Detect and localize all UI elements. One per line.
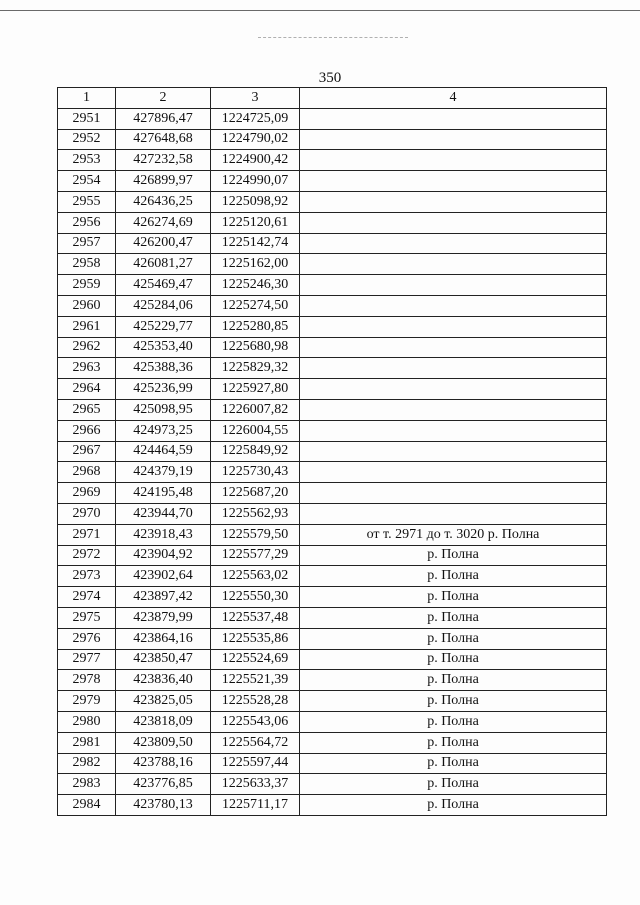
y-coordinate-cell: 1226004,55 <box>211 420 300 441</box>
point-number-cell: 2964 <box>58 379 116 400</box>
point-number-cell: 2955 <box>58 191 116 212</box>
y-coordinate-cell: 1225521,39 <box>211 670 300 691</box>
note-cell <box>300 275 607 296</box>
point-number-cell: 2962 <box>58 337 116 358</box>
table-row <box>58 441 607 462</box>
note-cell <box>300 462 607 483</box>
x-coordinate-cell: 426274,69 <box>116 212 211 233</box>
note-cell: р. Полна <box>300 587 607 608</box>
x-coordinate-cell: 423918,43 <box>116 524 211 545</box>
x-coordinate-cell: 426436,25 <box>116 191 211 212</box>
x-coordinate-cell: 425284,06 <box>116 295 211 316</box>
table-row <box>58 275 607 296</box>
table-row <box>58 649 607 670</box>
point-number-cell: 2956 <box>58 212 116 233</box>
note-cell: р. Полна <box>300 691 607 712</box>
point-number-cell: 2977 <box>58 649 116 670</box>
note-cell: р. Полна <box>300 566 607 587</box>
table-row <box>58 295 607 316</box>
point-number-cell: 2952 <box>58 129 116 150</box>
note-cell: р. Полна <box>300 649 607 670</box>
x-coordinate-cell: 424379,19 <box>116 462 211 483</box>
point-number-cell: 2967 <box>58 441 116 462</box>
x-coordinate-cell: 423944,70 <box>116 503 211 524</box>
x-coordinate-cell: 423864,16 <box>116 628 211 649</box>
point-number-cell: 2953 <box>58 150 116 171</box>
table-row <box>58 691 607 712</box>
table-row <box>58 462 607 483</box>
note-cell <box>300 171 607 192</box>
note-cell: р. Полна <box>300 607 607 628</box>
x-coordinate-cell: 424973,25 <box>116 420 211 441</box>
table-row <box>58 129 607 150</box>
y-coordinate-cell: 1225849,92 <box>211 441 300 462</box>
x-coordinate-cell: 423850,47 <box>116 649 211 670</box>
table-row <box>58 753 607 774</box>
table-row <box>58 732 607 753</box>
table-row <box>58 566 607 587</box>
x-coordinate-cell: 423897,42 <box>116 587 211 608</box>
y-coordinate-cell: 1224990,07 <box>211 171 300 192</box>
y-coordinate-cell: 1225597,44 <box>211 753 300 774</box>
table-row <box>58 524 607 545</box>
point-number-cell: 2975 <box>58 607 116 628</box>
y-coordinate-cell: 1225927,80 <box>211 379 300 400</box>
y-coordinate-cell: 1225687,20 <box>211 483 300 504</box>
note-cell <box>300 337 607 358</box>
note-cell: р. Полна <box>300 795 607 816</box>
x-coordinate-cell: 423818,09 <box>116 711 211 732</box>
point-number-cell: 2978 <box>58 670 116 691</box>
note-cell <box>300 129 607 150</box>
point-number-cell: 2968 <box>58 462 116 483</box>
x-coordinate-cell: 425353,40 <box>116 337 211 358</box>
y-coordinate-cell: 1225577,29 <box>211 545 300 566</box>
note-cell <box>300 254 607 275</box>
note-cell <box>300 420 607 441</box>
note-cell <box>300 399 607 420</box>
table-header-row <box>58 88 607 109</box>
table-row <box>58 150 607 171</box>
x-coordinate-cell: 425098,95 <box>116 399 211 420</box>
x-coordinate-cell: 427232,58 <box>116 150 211 171</box>
note-cell <box>300 358 607 379</box>
point-number-cell: 2960 <box>58 295 116 316</box>
y-coordinate-cell: 1224790,02 <box>211 129 300 150</box>
y-coordinate-cell: 1226007,82 <box>211 399 300 420</box>
note-cell: р. Полна <box>300 732 607 753</box>
x-coordinate-cell: 425236,99 <box>116 379 211 400</box>
point-number-cell: 2980 <box>58 711 116 732</box>
table-row <box>58 545 607 566</box>
table-row <box>58 379 607 400</box>
table-row <box>58 108 607 129</box>
note-cell: р. Полна <box>300 670 607 691</box>
y-coordinate-cell: 1225142,74 <box>211 233 300 254</box>
table-row <box>58 191 607 212</box>
column-header-2: 2 <box>116 88 211 109</box>
table-row <box>58 233 607 254</box>
y-coordinate-cell: 1225098,92 <box>211 191 300 212</box>
y-coordinate-cell: 1225274,50 <box>211 295 300 316</box>
note-cell <box>300 379 607 400</box>
x-coordinate-cell: 423780,13 <box>116 795 211 816</box>
x-coordinate-cell: 427648,68 <box>116 129 211 150</box>
y-coordinate-cell: 1225730,43 <box>211 462 300 483</box>
note-cell <box>300 441 607 462</box>
y-coordinate-cell: 1225550,30 <box>211 587 300 608</box>
note-cell: р. Полна <box>300 711 607 732</box>
table-row <box>58 420 607 441</box>
x-coordinate-cell: 423902,64 <box>116 566 211 587</box>
table-row <box>58 628 607 649</box>
column-header-1: 1 <box>58 88 116 109</box>
top-border-line <box>0 10 640 11</box>
point-number-cell: 2974 <box>58 587 116 608</box>
column-header-4: 4 <box>300 88 607 109</box>
point-number-cell: 2972 <box>58 545 116 566</box>
point-number-cell: 2982 <box>58 753 116 774</box>
y-coordinate-cell: 1224725,09 <box>211 108 300 129</box>
y-coordinate-cell: 1225528,28 <box>211 691 300 712</box>
point-number-cell: 2961 <box>58 316 116 337</box>
y-coordinate-cell: 1224900,42 <box>211 150 300 171</box>
point-number-cell: 2957 <box>58 233 116 254</box>
y-coordinate-cell: 1225537,48 <box>211 607 300 628</box>
coordinates-table <box>57 87 607 816</box>
y-coordinate-cell: 1225680,98 <box>211 337 300 358</box>
note-cell <box>300 483 607 504</box>
x-coordinate-cell: 425469,47 <box>116 275 211 296</box>
note-cell <box>300 150 607 171</box>
note-cell <box>300 316 607 337</box>
y-coordinate-cell: 1225562,93 <box>211 503 300 524</box>
note-cell <box>300 233 607 254</box>
table-row <box>58 670 607 691</box>
table-row <box>58 171 607 192</box>
table-row <box>58 254 607 275</box>
table-body <box>58 108 607 815</box>
x-coordinate-cell: 423836,40 <box>116 670 211 691</box>
y-coordinate-cell: 1225524,69 <box>211 649 300 670</box>
y-coordinate-cell: 1225564,72 <box>211 732 300 753</box>
point-number-cell: 2984 <box>58 795 116 816</box>
x-coordinate-cell: 426899,97 <box>116 171 211 192</box>
y-coordinate-cell: 1225280,85 <box>211 316 300 337</box>
point-number-cell: 2976 <box>58 628 116 649</box>
x-coordinate-cell: 423788,16 <box>116 753 211 774</box>
point-number-cell: 2981 <box>58 732 116 753</box>
point-number-cell: 2959 <box>58 275 116 296</box>
table-row <box>58 483 607 504</box>
point-number-cell: 2971 <box>58 524 116 545</box>
x-coordinate-cell: 424195,48 <box>116 483 211 504</box>
table-row <box>58 337 607 358</box>
page-number: 350 <box>318 70 342 86</box>
x-coordinate-cell: 423825,05 <box>116 691 211 712</box>
x-coordinate-cell: 425229,77 <box>116 316 211 337</box>
point-number-cell: 2970 <box>58 503 116 524</box>
y-coordinate-cell: 1225543,06 <box>211 711 300 732</box>
note-cell: р. Полна <box>300 753 607 774</box>
point-number-cell: 2954 <box>58 171 116 192</box>
x-coordinate-cell: 426081,27 <box>116 254 211 275</box>
point-number-cell: 2983 <box>58 774 116 795</box>
note-cell: р. Полна <box>300 545 607 566</box>
note-cell <box>300 503 607 524</box>
x-coordinate-cell: 423809,50 <box>116 732 211 753</box>
note-cell <box>300 212 607 233</box>
note-cell <box>300 295 607 316</box>
column-header-3: 3 <box>211 88 300 109</box>
table-row <box>58 711 607 732</box>
table-row <box>58 503 607 524</box>
y-coordinate-cell: 1225579,50 <box>211 524 300 545</box>
point-number-cell: 2963 <box>58 358 116 379</box>
table-row <box>58 795 607 816</box>
point-number-cell: 2969 <box>58 483 116 504</box>
x-coordinate-cell: 426200,47 <box>116 233 211 254</box>
x-coordinate-cell: 423904,92 <box>116 545 211 566</box>
x-coordinate-cell: 427896,47 <box>116 108 211 129</box>
note-cell <box>300 108 607 129</box>
note-cell: р. Полна <box>300 774 607 795</box>
note-cell: р. Полна <box>300 628 607 649</box>
table-row <box>58 212 607 233</box>
scan-artifact-line <box>258 37 408 38</box>
table-row <box>58 316 607 337</box>
x-coordinate-cell: 424464,59 <box>116 441 211 462</box>
point-number-cell: 2951 <box>58 108 116 129</box>
y-coordinate-cell: 1225162,00 <box>211 254 300 275</box>
table-row <box>58 587 607 608</box>
x-coordinate-cell: 423776,85 <box>116 774 211 795</box>
x-coordinate-cell: 423879,99 <box>116 607 211 628</box>
y-coordinate-cell: 1225563,02 <box>211 566 300 587</box>
point-number-cell: 2979 <box>58 691 116 712</box>
point-number-cell: 2965 <box>58 399 116 420</box>
table-row <box>58 399 607 420</box>
y-coordinate-cell: 1225120,61 <box>211 212 300 233</box>
note-cell: от т. 2971 до т. 3020 р. Полна <box>300 524 607 545</box>
point-number-cell: 2958 <box>58 254 116 275</box>
table-row <box>58 607 607 628</box>
y-coordinate-cell: 1225246,30 <box>211 275 300 296</box>
note-cell <box>300 191 607 212</box>
y-coordinate-cell: 1225711,17 <box>211 795 300 816</box>
y-coordinate-cell: 1225535,86 <box>211 628 300 649</box>
y-coordinate-cell: 1225829,32 <box>211 358 300 379</box>
y-coordinate-cell: 1225633,37 <box>211 774 300 795</box>
table-row <box>58 774 607 795</box>
table-row <box>58 358 607 379</box>
x-coordinate-cell: 425388,36 <box>116 358 211 379</box>
point-number-cell: 2973 <box>58 566 116 587</box>
point-number-cell: 2966 <box>58 420 116 441</box>
